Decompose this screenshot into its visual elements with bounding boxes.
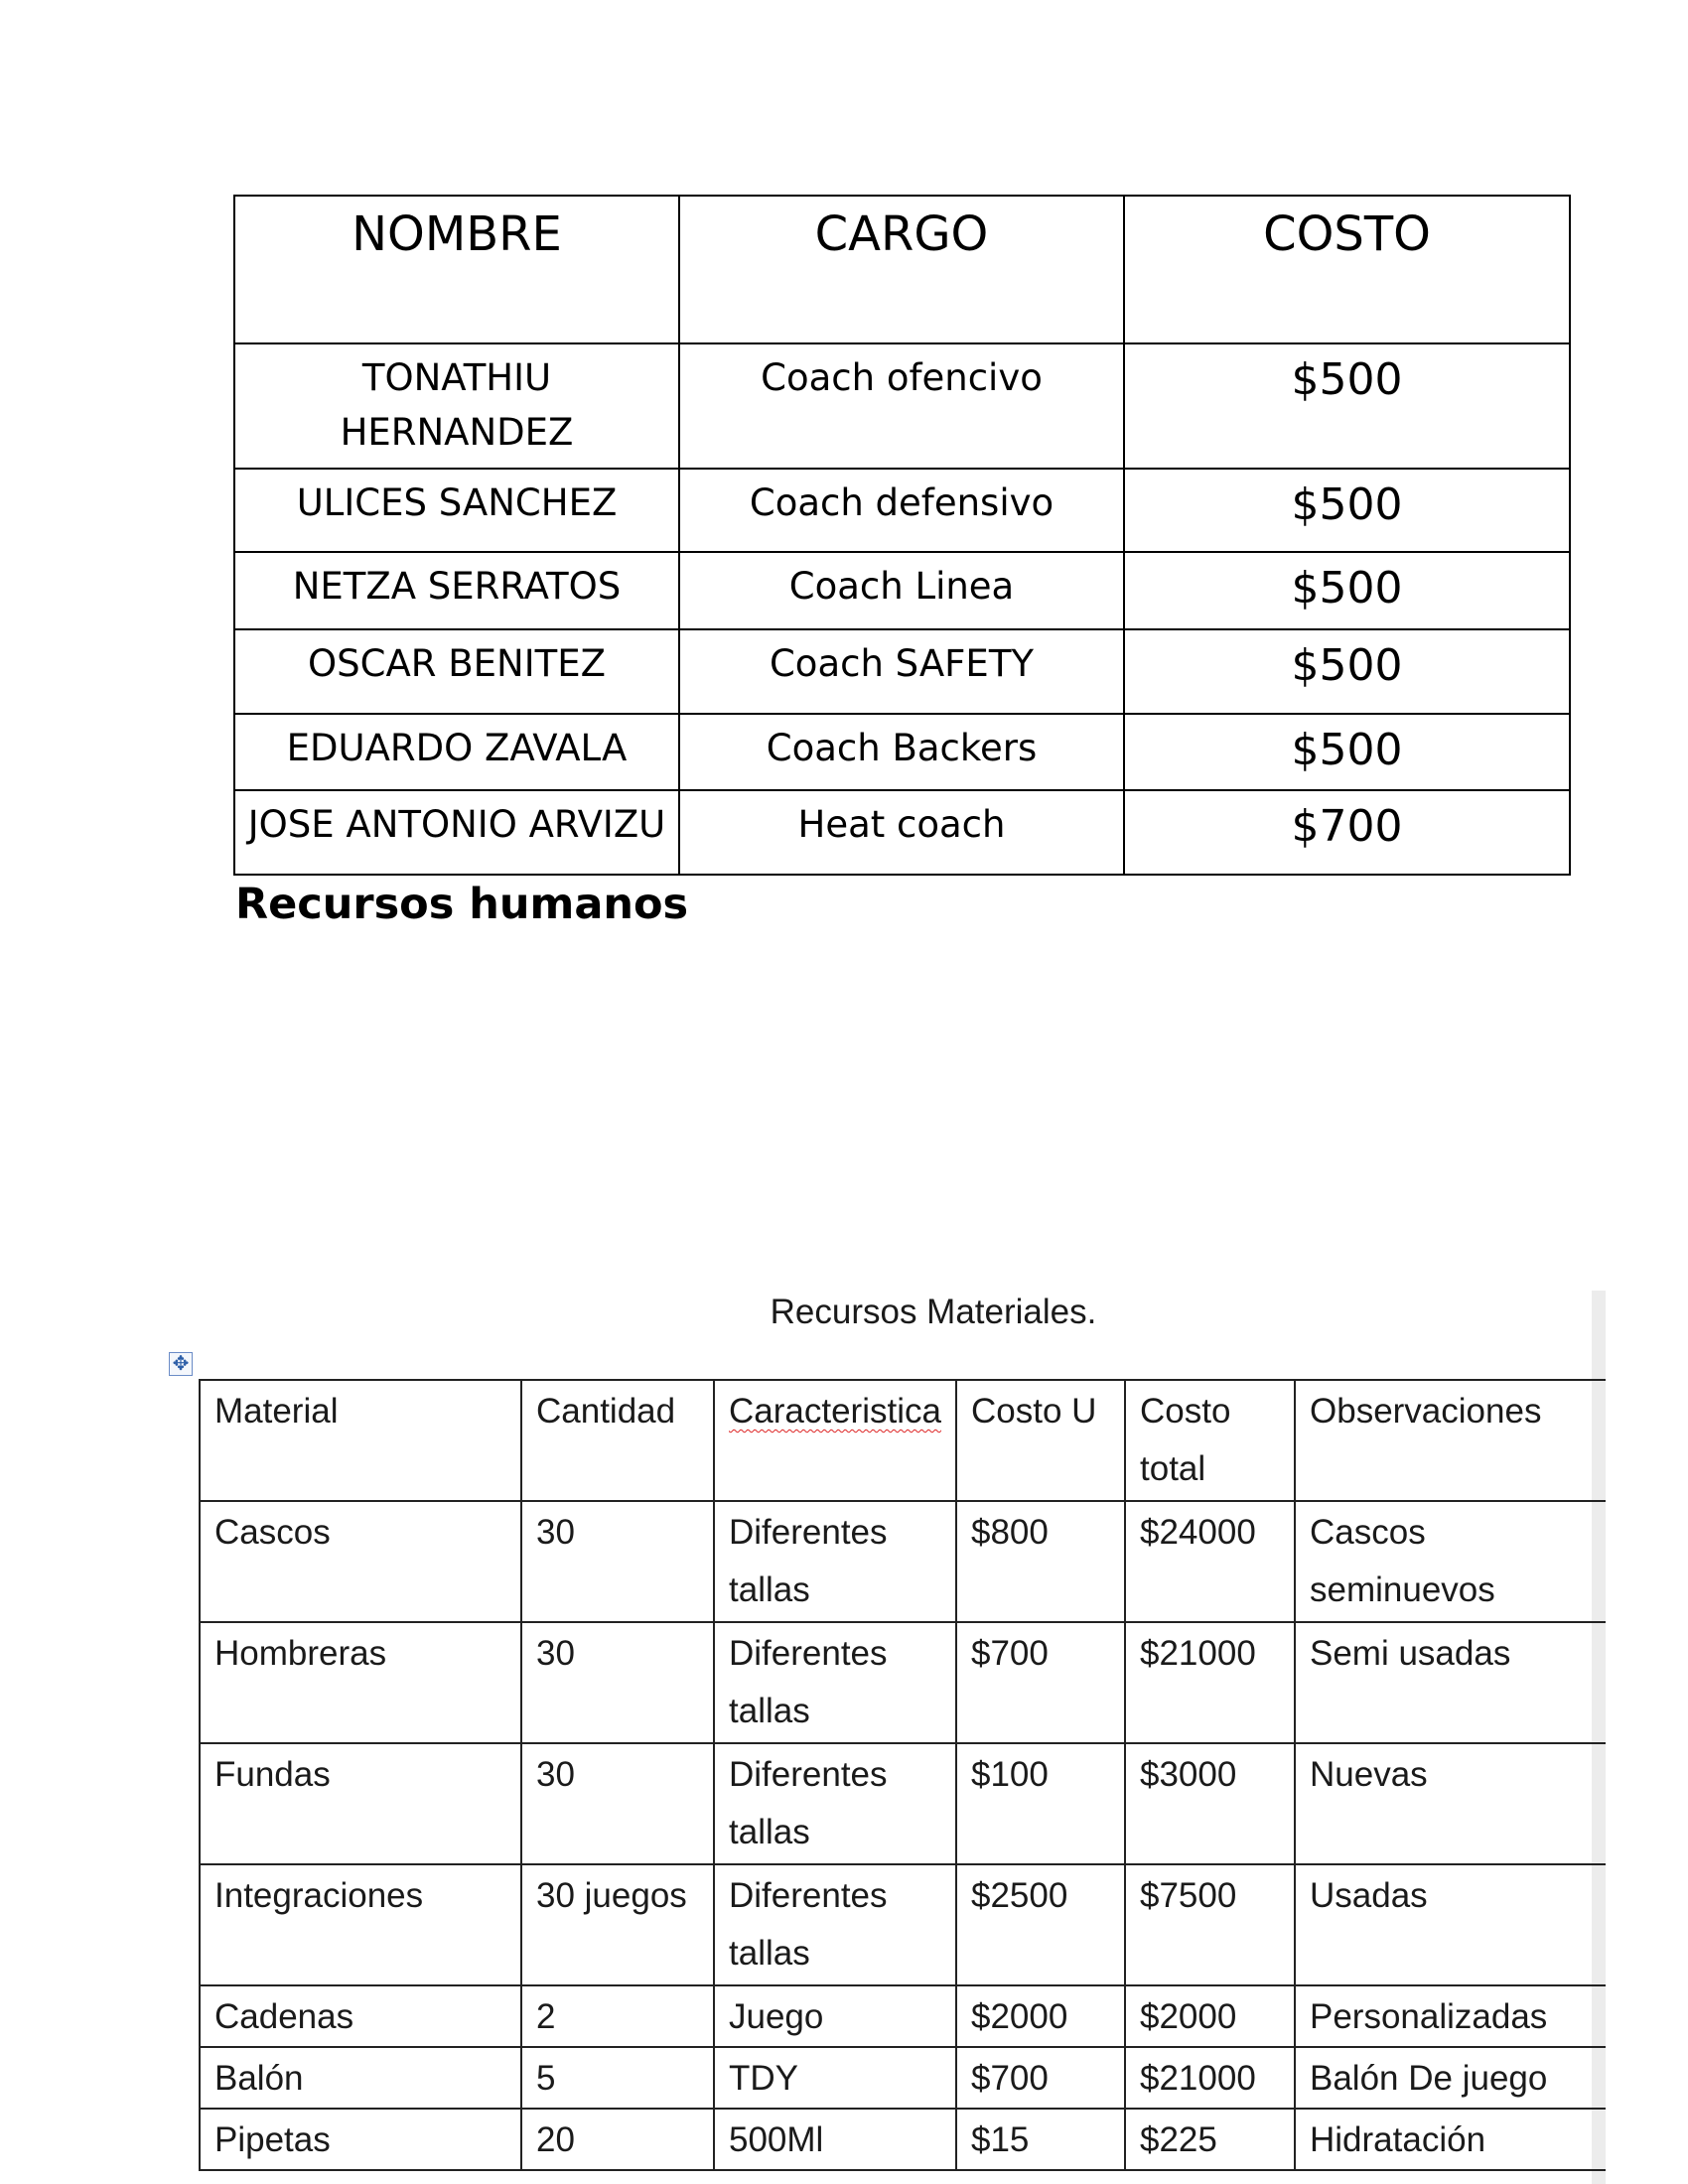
table-row (200, 1985, 1606, 2047)
cell-material: Hombreras (200, 1622, 521, 1743)
cell-costo-u: $800 (956, 1501, 1125, 1622)
cell-cargo: Coach Backers (679, 714, 1124, 790)
cell-cargo: Coach Linea (679, 552, 1124, 629)
cell-costo-total: $21000 (1125, 2047, 1295, 2109)
cell-nombre: EDUARDO ZAVALA (234, 714, 679, 790)
cell-nombre: TONATHIU HERNANDEZ (234, 343, 679, 469)
move-arrows-icon[interactable]: ✥ (169, 1352, 193, 1376)
cell-cantidad: 30 (521, 1622, 714, 1743)
cell-costo: $500 (1124, 714, 1570, 790)
header-observaciones: Observaciones (1295, 1380, 1606, 1501)
cell-material: Fundas (200, 1743, 521, 1864)
header-costo: COSTO (1124, 196, 1570, 343)
cell-costo-u: $100 (956, 1743, 1125, 1864)
table-row (200, 1622, 1606, 1743)
header-costo-u: Costo U (956, 1380, 1125, 1501)
table-row (200, 1864, 1606, 1985)
cell-observaciones: Personalizadas (1295, 1985, 1606, 2047)
cell-costo: $500 (1124, 343, 1570, 469)
table-header-row (200, 1380, 1606, 1501)
table-row (200, 1501, 1606, 1622)
cell-cantidad: 20 (521, 2109, 714, 2170)
cell-cantidad: 2 (521, 1985, 714, 2047)
cell-costo-u: $15 (956, 2109, 1125, 2170)
cell-material: Balón (200, 2047, 521, 2109)
cell-cantidad: 30 juegos (521, 1864, 714, 1985)
cell-material: Integraciones (200, 1864, 521, 1985)
header-cargo: CARGO (679, 196, 1124, 343)
cell-cantidad: 30 (521, 1743, 714, 1864)
cell-costo: $500 (1124, 629, 1570, 714)
table-row (200, 2109, 1606, 2170)
header-nombre: NOMBRE (234, 196, 679, 343)
cell-costo: $500 (1124, 469, 1570, 552)
cell-observaciones: Balón De juego (1295, 2047, 1606, 2109)
header-cantidad: Cantidad (521, 1380, 714, 1501)
header-material: Material (200, 1380, 521, 1501)
materials-title: Recursos Materiales. (770, 1293, 1097, 1331)
cell-nombre: JOSE ANTONIO ARVIZU (234, 790, 679, 875)
cell-observaciones (1295, 1501, 1606, 1622)
header-costo-total: Costo total (1125, 1380, 1295, 1501)
cell-costo-total: $225 (1125, 2109, 1295, 2170)
cell-caracteristica: Juego (714, 1985, 956, 2047)
cell-nombre: ULICES SANCHEZ (234, 469, 679, 552)
cell-material: Cascos (200, 1501, 521, 1622)
header-caracteristica-text: Caracteristica (729, 1392, 941, 1431)
cell-caracteristica: Diferentes tallas (714, 1864, 956, 1985)
header-caracteristica (714, 1380, 956, 1501)
table-row (200, 2047, 1606, 2109)
cell-material: Pipetas (200, 2109, 521, 2170)
cell-caracteristica: TDY (714, 2047, 956, 2109)
cell-material: Cadenas (200, 1985, 521, 2047)
cell-costo-u: $700 (956, 2047, 1125, 2109)
cell-observaciones: Semi usadas (1295, 1622, 1606, 1743)
cell-costo-total: $21000 (1125, 1622, 1295, 1743)
cell-nombre: NETZA SERRATOS (234, 552, 679, 629)
cell-costo: $500 (1124, 552, 1570, 629)
cell-observaciones: Nuevas (1295, 1743, 1606, 1864)
materials-table (199, 1379, 1606, 2171)
cell-nombre: OSCAR BENITEZ (234, 629, 679, 714)
cell-costo-total: $7500 (1125, 1864, 1295, 1985)
cell-cargo: Coach SAFETY (679, 629, 1124, 714)
table-caption: Recursos humanos (235, 880, 689, 929)
table-row (200, 1743, 1606, 1864)
cell-costo: $700 (1124, 790, 1570, 875)
cell-costo-u: $2500 (956, 1864, 1125, 1985)
cell-cantidad: 30 (521, 1501, 714, 1622)
cell-costo-total: $24000 (1125, 1501, 1295, 1622)
cell-cantidad: 5 (521, 2047, 714, 2109)
cell-observaciones: Usadas (1295, 1864, 1606, 1985)
cell-caracteristica: Diferentes tallas (714, 1622, 956, 1743)
cell-cargo: Coach ofencivo (679, 343, 1124, 469)
cell-costo-total: $3000 (1125, 1743, 1295, 1864)
cell-costo-u: $2000 (956, 1985, 1125, 2047)
cell-caracteristica: 500Ml (714, 2109, 956, 2170)
observaciones-text: Cascos seminuevos (1310, 1513, 1495, 1609)
cell-observaciones: Hidratación (1295, 2109, 1606, 2170)
cell-costo-total: $2000 (1125, 1985, 1295, 2047)
cell-cargo: Coach defensivo (679, 469, 1124, 552)
cell-cargo: Heat coach (679, 790, 1124, 875)
cell-caracteristica: Diferentes tallas (714, 1501, 956, 1622)
cell-caracteristica: Diferentes tallas (714, 1743, 956, 1864)
cell-costo-u: $700 (956, 1622, 1125, 1743)
